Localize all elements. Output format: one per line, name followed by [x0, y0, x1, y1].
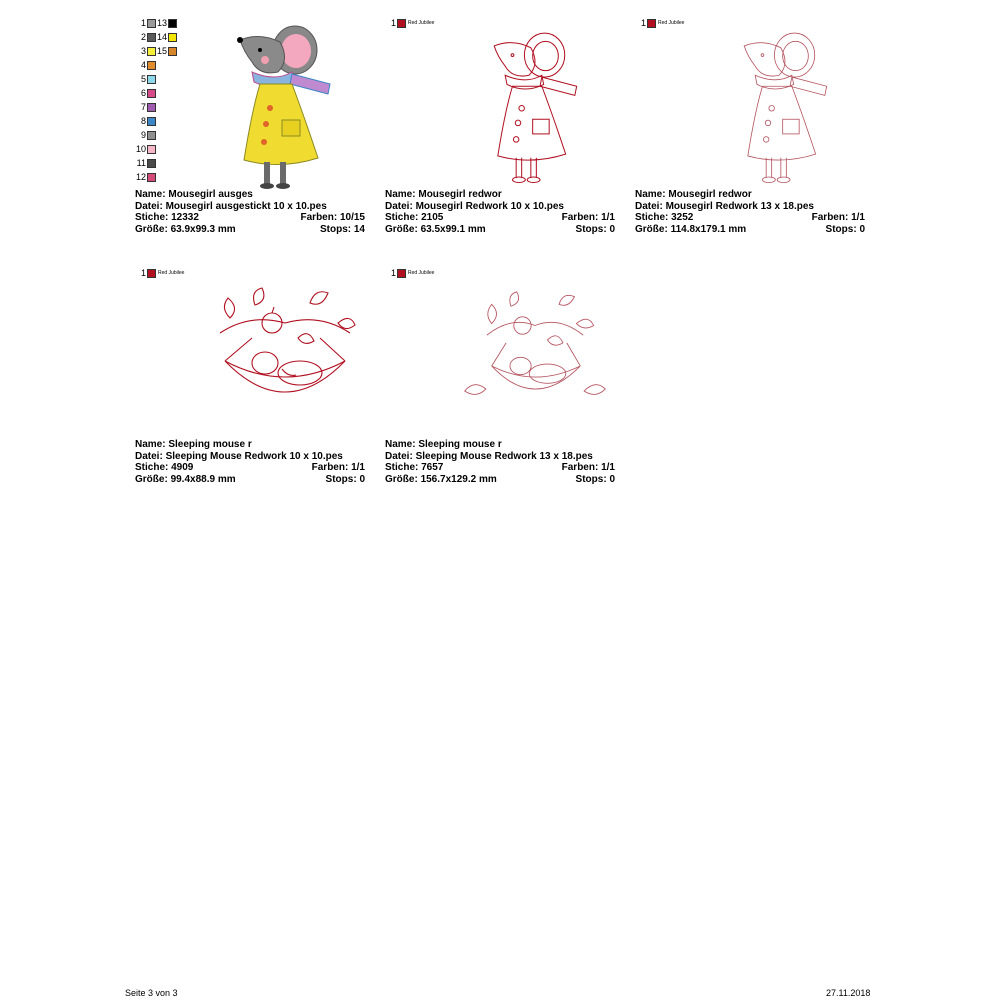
stop-count: 0: [609, 473, 615, 485]
design-card-1: 1 2 3 4 5 6 7 8 9 10 11 12 13 14 15 Name: Mousegirl ausges Datei: Mousegirl ausgestickt 10 x 10.pes Stiche: 12332 Farben: 10/15 Größe: 63.9x99.3 mm Stops: 14: [135, 18, 365, 235]
thread-palette: 1 Red Jubilee: [390, 18, 435, 28]
design-file: Mousegirl Redwork 13 x 18.pes: [665, 200, 814, 212]
design-file: Sleeping Mouse Redwork 13 x 18.pes: [415, 450, 593, 462]
thread-swatch: [147, 159, 156, 168]
design-info: Name: Mousegirl redwor Datei: Mousegirl Redwork 10 x 10.pes Stiche: 2105 Farben: 1/1 Größe: 63.5x99.1 mm Stops: 0: [385, 189, 615, 235]
thread-swatch: [147, 131, 156, 140]
stitch-count: 3252: [671, 212, 694, 223]
design-card-2: [385, 15, 625, 255]
stop-count: 0: [609, 223, 615, 235]
design-size: 63.9x99.3 mm: [170, 223, 236, 235]
thread-swatch: [147, 269, 156, 278]
thread-swatch: [147, 33, 156, 42]
stitch-count: 7657: [421, 462, 444, 473]
stitch-count: 4909: [171, 462, 194, 473]
design-size: 114.8x179.1 mm: [670, 223, 747, 235]
design-file: Mousegirl ausgestickt 10 x 10.pes: [165, 200, 327, 212]
design-name: Mousegirl ausges: [168, 189, 253, 200]
thread-swatch: [147, 75, 156, 84]
design-card-5: [385, 265, 625, 505]
design-info: Name: Sleeping mouse r Datei: Sleeping Mouse Redwork 10 x 10.pes Stiche: 4909 Farben: 1/1 Größe: 99.4x88.9 mm Stops: 0: [135, 439, 365, 485]
stop-count: 0: [359, 473, 365, 485]
design-file: Sleeping Mouse Redwork 10 x 10.pes: [165, 450, 343, 462]
design-card-4: [135, 265, 375, 505]
design-name: Sleeping mouse r: [168, 439, 252, 450]
design-info: Name: Sleeping mouse r Datei: Sleeping Mouse Redwork 13 x 18.pes Stiche: 7657 Farben: 1/1 Größe: 156.7x129.2 mm Stops: 0: [385, 439, 615, 485]
thread-palette: 1 Red Jubilee: [390, 268, 435, 278]
thread-swatch: [147, 89, 156, 98]
thread-swatch: [168, 47, 177, 56]
thread-palette: 1 Red Jubilee: [640, 18, 685, 28]
thread-swatch: [397, 19, 406, 28]
thread-swatch: [147, 61, 156, 70]
stop-count: 0: [859, 223, 865, 235]
design-name: Sleeping mouse r: [418, 439, 502, 450]
thread-swatch: [147, 47, 156, 56]
color-count: 1/1: [601, 462, 615, 473]
color-count: 1/1: [601, 212, 615, 223]
design-size: 99.4x88.9 mm: [170, 473, 236, 485]
thread-swatch: [397, 269, 406, 278]
color-count: 10/15: [339, 212, 365, 223]
sleeping-mouse-redwork-illustration: [210, 283, 360, 418]
design-info: Name: Mousegirl redwor Datei: Mousegirl Redwork 13 x 18.pes Stiche: 3252 Farben: 1/1 Größe: 114.8x179.1 mm Stops: 0: [635, 189, 865, 235]
design-size: 63.5x99.1 mm: [420, 223, 486, 235]
design-size: 156.7x129.2 mm: [420, 473, 497, 485]
color-count: 1/1: [851, 212, 865, 223]
thread-palette: 1 Red Jubilee: [140, 268, 185, 278]
mousegirl-redwork-large-illustration: [735, 23, 845, 188]
thread-swatch: [147, 117, 156, 126]
sleeping-mouse-redwork-large-illustration: [460, 287, 610, 417]
design-name: Mousegirl redwor: [418, 189, 502, 200]
thread-swatch: [147, 145, 156, 154]
color-count: 1/1: [351, 462, 365, 473]
mousegirl-redwork-illustration: [485, 23, 595, 188]
mousegirl-colored-illustration: [230, 20, 350, 190]
stitch-count: 12332: [171, 212, 199, 223]
print-date: 27.11.2018: [826, 988, 871, 998]
stitch-count: 2105: [421, 212, 444, 223]
thread-swatch: [168, 33, 177, 42]
design-file: Mousegirl Redwork 10 x 10.pes: [415, 200, 564, 212]
stop-count: 14: [353, 223, 365, 235]
thread-swatch: [147, 173, 156, 182]
thread-swatch: [168, 19, 177, 28]
thread-swatch: [147, 103, 156, 112]
design-info: Name: Mousegirl ausges Datei: Mousegirl ausgestickt 10 x 10.pes Stiche: 12332 Farben: 10/15 Größe: 63.9x99.3 mm Stops: 14: [135, 189, 365, 235]
thread-swatch: [147, 19, 156, 28]
design-card-3: [635, 15, 875, 255]
page-number: Seite 3 von 3: [125, 988, 178, 998]
design-name: Mousegirl redwor: [668, 189, 752, 200]
thread-swatch: [647, 19, 656, 28]
